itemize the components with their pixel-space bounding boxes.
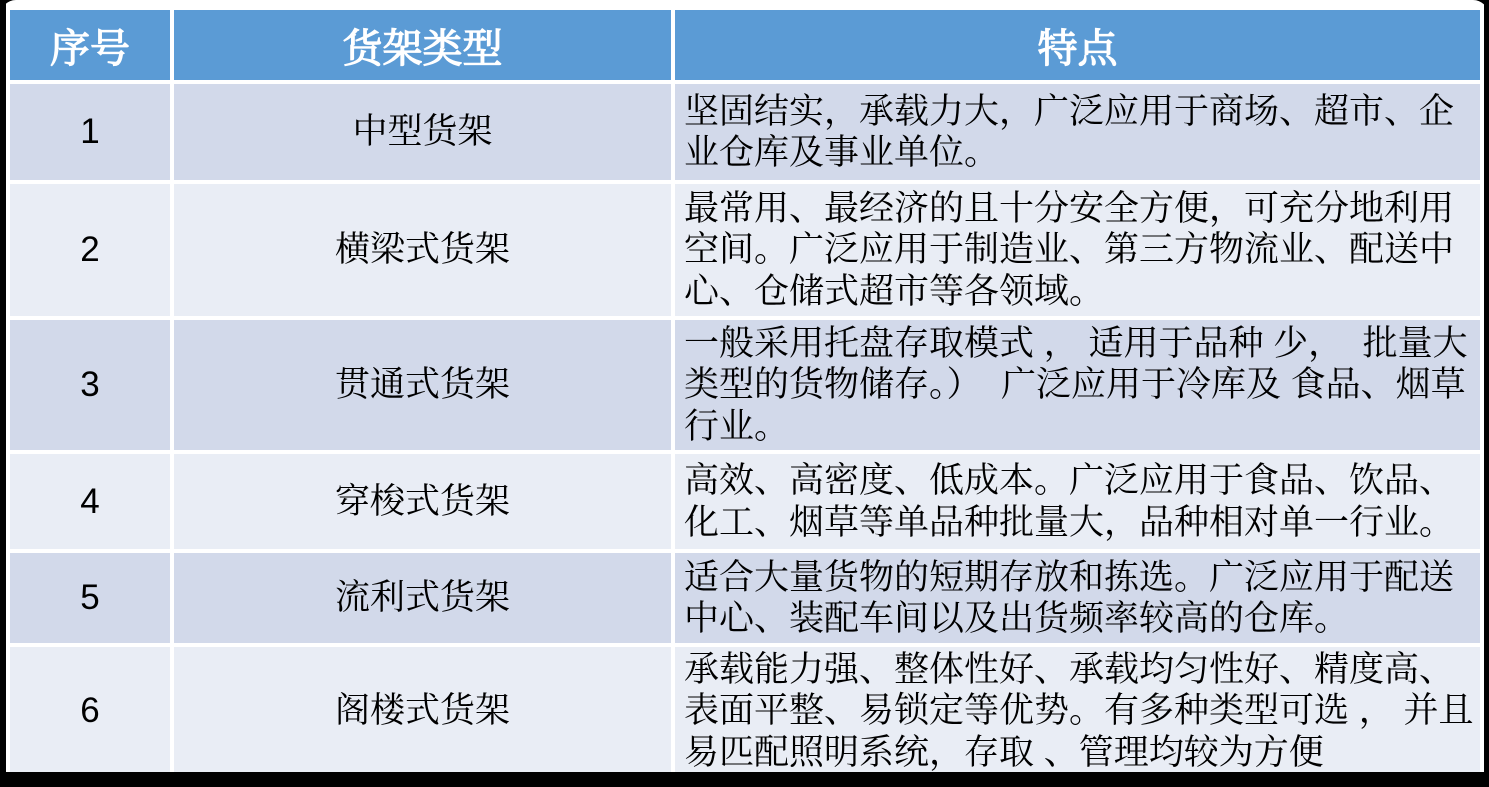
row-number-cell: 6: [10, 647, 170, 772]
row-number-cell: 5: [10, 553, 170, 643]
shelf-type-cell: 贯通式货架: [174, 320, 671, 450]
shelf-type-cell: 中型货架: [174, 84, 671, 180]
shelf-type-cell: 阁楼式货架: [174, 647, 671, 772]
row-number-cell: 1: [10, 84, 170, 180]
row-number-cell: 2: [10, 184, 170, 316]
row-number-cell: 3: [10, 320, 170, 450]
table-row: [10, 647, 1480, 772]
table-body: [10, 84, 1480, 772]
table-row: [10, 553, 1480, 643]
shelf-type-cell: 穿梭式货架: [174, 454, 671, 549]
header-cell-type: 货架类型: [174, 10, 671, 80]
table-row: [10, 454, 1480, 549]
header-cell-features: 特点: [675, 10, 1480, 80]
table-header: [10, 10, 1480, 80]
features-cell: 承载能力强、整体性好、承载均匀性好、精度高、表面平整、易锁定等优势。有多种类型可选 ， 并且易匹配照明系统，存取 、管理均较为方便: [675, 647, 1480, 772]
shelf-type-cell: 流利式货架: [174, 553, 671, 643]
features-cell: 一般采用托盘存取模式 ， 适用于品种 少， 批量大类型的货物储存。） 广泛应用于冷库及 食品、烟草行业。: [675, 320, 1480, 450]
table-row: [10, 84, 1480, 180]
shelf-type-cell: 横梁式货架: [174, 184, 671, 316]
table-row: [10, 184, 1480, 316]
header-row: [10, 10, 1480, 80]
header-cell-no: 序号: [10, 10, 170, 80]
features-cell: 最常用、最经济的且十分安全方便，可充分地利用空间。广泛应用于制造业、第三方物流业、配送中心、仓储式超市等各领域。: [675, 184, 1480, 316]
shelf-types-table: [6, 6, 1484, 772]
table-panel: [6, 0, 1484, 772]
features-cell: 坚固结实，承载力大，广泛应用于商场、超市、企业仓库及事业单位。: [675, 84, 1480, 180]
table-row: [10, 320, 1480, 450]
features-cell: 高效、高密度、低成本。广泛应用于食品、饮品、化工、烟草等单品种批量大，品种相对单一行业。: [675, 454, 1480, 549]
row-number-cell: 4: [10, 454, 170, 549]
features-cell: 适合大量货物的短期存放和拣选。广泛应用于配送中心、装配车间以及出货频率较高的仓库。: [675, 553, 1480, 643]
